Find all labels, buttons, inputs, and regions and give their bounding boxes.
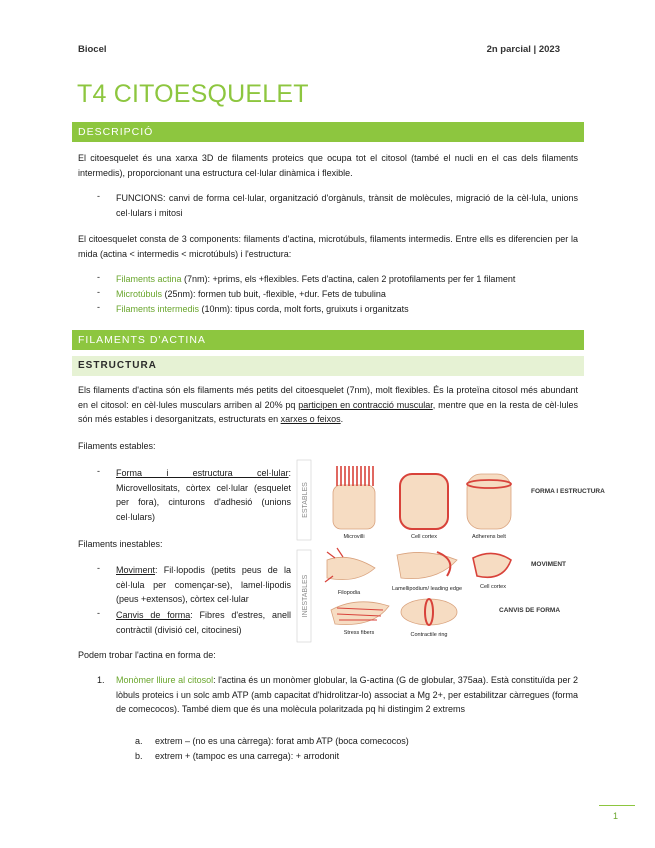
sub-letter-b: b. — [135, 751, 143, 761]
caption-lamellipodium: Lamellipodium/ leading edge — [391, 586, 463, 592]
canvis-underline: Canvis de forma — [116, 610, 191, 620]
caption-stress-fibers: Stress fibers — [343, 630, 375, 636]
caption-contractile-ring: Contractile ring — [410, 632, 448, 638]
microvilli-cell — [333, 466, 375, 529]
desc-item-intermedis — [116, 302, 578, 317]
desc-funcions: FUNCIONS: canvi de forma cel·lular, organització d'orgànuls, trànsit de molècules, migració de la cèl·lula, unions cel·lulars i mitosi — [116, 193, 578, 218]
subsection-bar-estructura: ESTRUCTURA — [72, 356, 584, 376]
moviment-text: : Fil·lopodis (petits peus de la cèl·lula per començar-se), lamel·lipodis (peus +extensos), còrtex cel·lular — [116, 565, 291, 604]
canvis-text: : Fibres d'estres, anell contràctil (divisió cel, citocinesi) — [116, 610, 291, 635]
estructura-paragraph — [78, 383, 578, 427]
cell-cortex-cell-1 — [400, 474, 448, 529]
monomer-item — [116, 673, 578, 717]
page-number: 1 — [613, 811, 619, 821]
lamellipodium-cell — [397, 552, 457, 579]
side-label-estables: ESTABLES — [302, 482, 309, 518]
moviment-underline: Moviment — [116, 565, 156, 575]
monomer-name: Monòmer lliure al citosol — [116, 675, 214, 685]
estructura-underline-1: participen en contracció muscular — [298, 399, 433, 410]
bullet-dash: - — [97, 466, 100, 476]
forma-underline: Forma i estructura cel·lular — [116, 468, 289, 478]
caption-cell-cortex-1: Cell cortex — [411, 534, 437, 540]
estructura-text-b: , mentre que en la resta de cèl·lules són més estables i desorganitzats, estructurats en — [78, 399, 579, 424]
desc-paragraph-2: El citoesquelet consta de 3 components: filaments d'actina, microtúbuls, filaments intermedis. Entre ells es diferencien per la mida (actina < intermedis < microtúbuls) i l'estructura: — [78, 234, 578, 259]
caption-adherens-belt: Adherens belt — [472, 534, 506, 540]
desc-paragraph-1: El citoesquelet és una xarxa 3D de filaments proteics que ocupa tot el citosol (també el nucli en el cas dels filaments intermedis), proporcionant una estructura cel·lular dinàmica i flexible. — [78, 153, 578, 178]
section-bar-filaments-actina: FILAMENTS D'ACTINA — [72, 330, 584, 350]
monomer-text: : l'actina és un monòmer globular, la G-actina (G de globular, 375aa). Està constituïda per 2 lòbuls proteics i un solc amb ATP (amb capacitat d'hidrolitzar-lo) associat a Mg 2+, per estabilitzar càrregues (forma de comecocos). També diem que és una molècula polaritzada pq hi distingim 2 extrems — [116, 675, 578, 714]
caption-cell-cortex-2: Cell cortex — [480, 584, 506, 590]
label-canvis-forma: CANVIS DE FORMA — [499, 607, 561, 614]
label-moviment: MOVIMENT — [531, 561, 567, 568]
estables-label: Filaments estables: — [78, 441, 156, 451]
inestables-label: Filaments inestables: — [78, 539, 163, 549]
desc-item-text: (25nm): formen tub buit, -flexible, +dur. Fets de tubulina — [162, 289, 386, 299]
moviment-item — [116, 563, 291, 607]
desc-item-actina — [116, 272, 578, 287]
label-forma-estructura: FORMA I ESTRUCTURA — [531, 488, 605, 495]
bullet-dash: - — [97, 191, 100, 201]
filopodia-cell — [325, 548, 375, 582]
desc-item-microtubuls — [116, 287, 578, 302]
footer-rule — [599, 805, 635, 806]
cell-cortex-cell-2 — [473, 553, 511, 577]
forma-text: : Microvellositats, còrtex cel·lular (esquelet per fora), cinturons d'adhesió (unions cel·lulars) — [116, 468, 291, 522]
list-number-1: 1. — [97, 675, 105, 685]
bullet-dash: - — [97, 302, 100, 312]
trobar-label: Podem trobar l'actina en forma de: — [78, 650, 216, 660]
desc-item-name: Filaments intermedis — [116, 304, 200, 314]
stress-fibers-cell — [331, 602, 389, 625]
estructura-text-c: . — [340, 414, 344, 424]
bullet-dash: - — [97, 608, 100, 618]
canvis-item — [116, 608, 291, 637]
header-exam-info: 2n parcial | 2023 — [486, 44, 560, 55]
side-label-inestables: INESTABLES — [302, 574, 309, 618]
sub-item-b: extrem + (tampoc es una carrega): + arrodonit — [155, 751, 340, 761]
caption-microvilli: Microvilli — [343, 534, 365, 540]
adherens-belt-cell — [467, 474, 511, 529]
forma-item — [116, 466, 291, 524]
contractile-ring-cell — [401, 599, 457, 625]
sub-item-a: extrem – (no es una càrrega): forat amb ATP (boca comecocos) — [155, 736, 409, 746]
bullet-dash: - — [97, 287, 100, 297]
desc-item-text: (7nm): +prims, els +flexibles. Fets d'actina, calen 2 protofilaments per fer 1 filament — [181, 274, 516, 284]
section-bar-descripcio: DESCRIPCIÓ — [72, 122, 584, 142]
estructura-underline-2: xarxes o feixos — [280, 414, 341, 424]
bullet-dash: - — [97, 563, 100, 573]
desc-item-name: Microtúbuls — [116, 289, 163, 299]
desc-item-name: Filaments actina — [116, 274, 182, 284]
desc-item-text: (10nm): tipus corda, molt forts, gruixuts i organitzats — [199, 304, 409, 314]
sub-letter-a: a. — [135, 736, 143, 746]
bullet-dash: - — [97, 272, 100, 282]
caption-filopodia: Filopodia — [337, 590, 361, 596]
header-subject: Biocel — [78, 44, 107, 55]
page-title: T4 CITOESQUELET — [77, 80, 309, 108]
actin-structures-figure — [297, 460, 605, 643]
estructura-text-a: Els filaments d'actina són els filaments més petits del citoesquelet (7nm), molt flexibles. És la proteïna citosol més abundant en el citosol: en cèl·lules musculars arriben al 20% pq — [78, 385, 578, 410]
